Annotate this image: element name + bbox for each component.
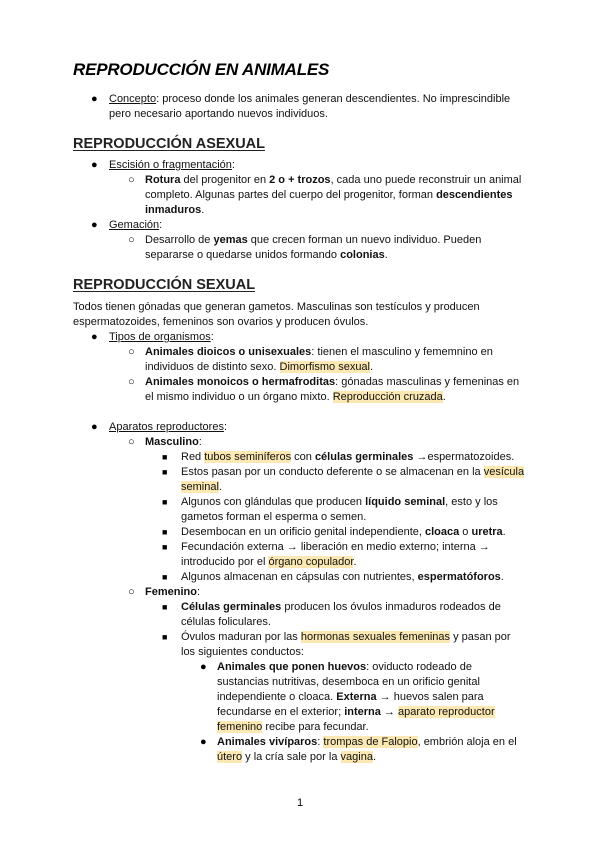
bullet-circle: ○ [128,586,135,598]
masc-item-2 [181,465,524,481]
highlight: útero [217,751,243,763]
intro-term: Concepto [109,93,157,105]
highlight: vagina [340,751,373,763]
bold-term: Externa [336,691,377,703]
huevos-line-2: sustancias nutritivas, desemboca en un orificio genital [217,676,480,688]
femenino-label [145,585,200,601]
highlight: hormonas sexuales femeninas [300,631,451,643]
text: . [500,571,504,583]
highlight: vesícula [483,466,525,478]
bullet-disc: ● [200,736,207,748]
text: . [353,556,357,568]
text: separarse o quedarse unidos formando [145,249,341,261]
section-heading-asexual: REPRODUCCIÓN ASEXUAL [73,136,266,152]
bullet-circle: ○ [128,234,135,246]
masc-item-2b [181,480,222,496]
highlight: seminal [181,481,219,493]
bold-term: yemas [213,234,248,246]
monoicos-line-1 [145,375,519,391]
fem-item-1b: células foliculares. [181,616,271,628]
bullet-disc: ● [91,159,98,171]
highlight: femenino [217,721,263,733]
aparatos-term: Aparatos reproductores [109,421,224,433]
text: . [370,361,374,373]
escision-term: Escisión o fragmentación [109,159,232,171]
colon: : [210,331,214,343]
dioicos-line-2 [145,360,373,376]
text: Algunos almacenan en cápsulas con nutrientes, [181,571,418,583]
text: Desarrollo de [145,234,214,246]
fem-item-2 [181,630,511,646]
text: o [459,526,472,538]
text: Óvulos maduran por las [181,631,301,643]
text: : gónadas masculinas y femeninas en [335,376,520,388]
bold-term: Animales que ponen huevos [217,661,367,673]
highlight: órgano copulador [268,556,354,568]
text: . [442,391,446,403]
text: fecundarse en el exterior; [217,706,345,718]
gemacion-line-1 [145,233,481,249]
text: y pasan por [450,631,511,643]
bullet-disc: ● [91,421,98,433]
sexual-paragraph-line-2: espermatozoides, femeninos son ovarios y producen óvulos. [73,316,369,328]
colon: : [223,421,228,433]
text: → huevos salen para [376,691,484,703]
bullet-square: ■ [162,542,168,552]
bullet-square: ■ [162,452,168,462]
huevos-line-1 [217,660,472,676]
text: Red [181,451,205,463]
monoicos-line-2 [145,390,446,406]
escision-line-2 [145,188,513,204]
escision-label [109,158,235,174]
bullet-disc: ● [200,661,207,673]
bullet-square: ■ [162,602,168,612]
text: Algunos con glándulas que producen [181,496,366,508]
tipos-label [109,330,214,346]
bullet-disc: ● [91,331,98,343]
bold-term: colonias [340,249,385,261]
text: : tienen el masculino y fememnino en [311,346,493,358]
text: individuos de distinto sexo. [145,361,280,373]
dioicos-line-1 [145,345,493,361]
aparatos-label [109,420,227,436]
intro-line-1 [109,92,510,108]
text: que crecen forman un nuevo individuo. Pueden [247,234,482,246]
bold-term: uretra [471,526,503,538]
text: Desembocan en un orificio genital independiente, [181,526,425,538]
bold-term: Animales monoicos o hermafroditas [145,376,336,388]
highlight: aparato reproductor [398,706,495,718]
text: . [201,204,205,216]
viviparos-line-1 [217,735,517,751]
highlight: Reproducción cruzada [332,391,443,403]
text: y la cría sale por la [242,751,341,763]
huevos-line-4 [217,705,495,721]
text: del progenitor en [180,174,270,186]
gemacion-label [109,218,162,234]
fem-item-2b: los siguientes conductos: [181,646,304,658]
bullet-circle: ○ [128,436,135,448]
bold-term: Femenino [145,586,197,598]
colon: : [231,159,235,171]
text: : [317,736,324,748]
masc-item-1 [181,450,514,466]
masculino-label [145,435,202,451]
text: recibe para fecundar. [262,721,369,733]
huevos-line-5 [217,720,369,736]
text: , cada uno puede reconstruir un animal [330,174,522,186]
page-number: 1 [296,797,304,809]
bold-term: espermatóforos [417,571,501,583]
huevos-line-3 [217,690,484,706]
bold-term: 2 o + trozos [269,174,331,186]
text: →espermatozoides. [413,451,515,463]
bullet-square: ■ [162,572,168,582]
text: el mismo individuo o un órgano mixto. [145,391,333,403]
colon: : [159,219,163,231]
page-title: REPRODUCCIÓN EN ANIMALES [73,60,330,79]
text: completo. Algunas partes del cuerpo del progenitor, forman [145,189,437,201]
masc-item-3 [181,495,498,511]
colon: : [198,436,202,448]
bullet-square: ■ [162,527,168,537]
viviparos-line-2 [217,750,376,766]
masc-item-5: Fecundación externa → liberación en medio externo; interna → [181,541,490,553]
text: . [502,526,506,538]
intro-line-2: pero necesario aportando nuevos individuos. [109,108,328,120]
bold-term: células germinales [314,451,414,463]
text: : oviducto rodeado de [366,661,472,673]
bullet-square: ■ [162,632,168,642]
highlight: trompas de Falopio [323,736,418,748]
gemacion-term: Gemación [109,219,160,231]
bold-term: descendientes [436,189,513,201]
bullet-disc: ● [91,219,98,231]
highlight: Dimorfismo sexual [279,361,370,373]
text: producen los óvulos inmaduros rodeados de [281,601,501,613]
text: . [372,751,376,763]
masc-item-3b: gametos forman el esperma o semen. [181,511,367,523]
bold-term: Rotura [145,174,181,186]
gemacion-line-2 [145,248,388,264]
bold-term: Células germinales [181,601,282,613]
text: , embrión aloja en el [417,736,517,748]
text: Estos pasan por un conducto deferente o se almacenan en la [181,466,484,478]
bold-term: inmaduros [145,204,202,216]
bold-term: cloaca [425,526,460,538]
bullet-circle: ○ [128,174,135,186]
colon: : [196,586,201,598]
tipos-term: Tipos de organismos [109,331,211,343]
intro-text: : proceso donde los animales generan descendientes. No imprescindible [156,93,511,105]
masc-item-4 [181,525,506,541]
bullet-disc: ● [91,93,98,105]
masc-item-6 [181,570,504,586]
bold-term: interna [344,706,381,718]
text: con [291,451,315,463]
text: independiente o cloaca. [217,691,337,703]
highlight: tubos seminíferos [204,451,292,463]
text: , esto y los [445,496,498,508]
bold-term: líquido seminal [365,496,446,508]
bullet-circle: ○ [128,346,135,358]
bullet-square: ■ [162,467,168,477]
text: . [218,481,222,493]
fem-item-1 [181,600,501,616]
section-heading-sexual: REPRODUCCIÓN SEXUAL [73,277,256,293]
text: introducido por el [181,556,269,568]
bullet-circle: ○ [128,376,135,388]
bullet-square: ■ [162,497,168,507]
bold-term: Masculino [145,436,199,448]
escision-line-3 [145,203,204,219]
text: . [384,249,388,261]
escision-line-1 [145,173,521,189]
text: → [380,706,398,718]
bold-term: Animales vivíparos [217,736,318,748]
masc-item-5b [181,555,357,571]
sexual-paragraph-line-1: Todos tienen gónadas que generan gametos. Masculinas son testículos y producen [73,301,480,313]
bold-term: Animales dioicos o unisexuales [145,346,312,358]
